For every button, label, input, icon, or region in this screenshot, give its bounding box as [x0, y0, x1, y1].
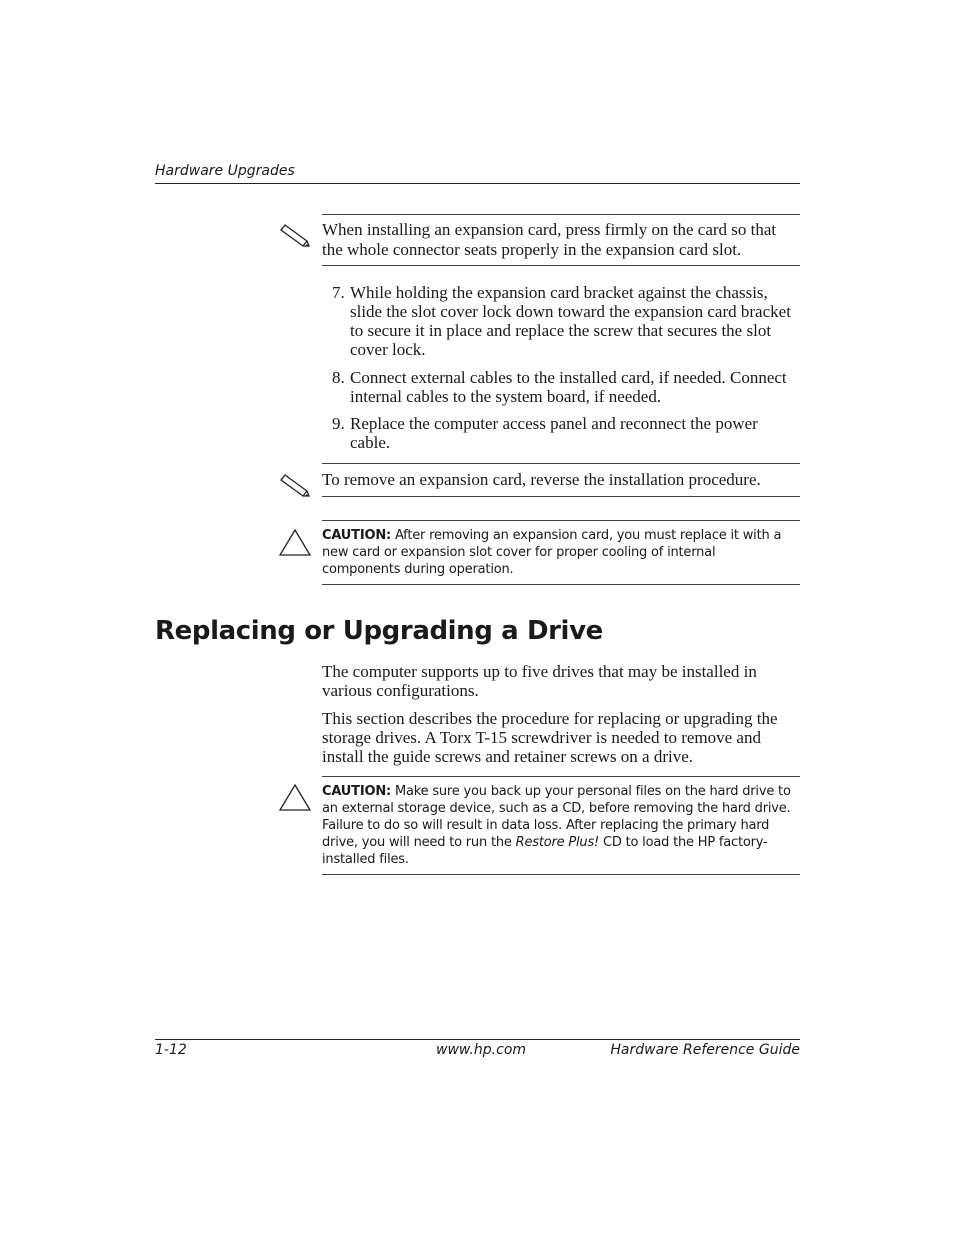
section-heading: Replacing or Upgrading a Drive — [155, 616, 603, 646]
footer-guide-title: Hardware Reference Guide — [610, 1042, 800, 1058]
caution-label: CAUTION: — [322, 528, 391, 543]
list-item — [332, 368, 802, 406]
caution-body: Make sure you back up your personal files on the hard drive to an external storage device, such as a CD, before removing the hard drive. Failure to do so will result in data loss. After replacing the primary hard drive, you will need to run the — [322, 784, 791, 850]
footer-rule — [155, 1039, 800, 1040]
caution-text — [322, 527, 792, 578]
step-number: 7. — [332, 283, 345, 302]
product-name: Restore Plus! — [515, 835, 600, 850]
pencil-icon — [278, 224, 314, 250]
caution-triangle-icon — [278, 528, 312, 558]
step-number: 9. — [332, 414, 345, 433]
step-text: Replace the computer access panel and reconnect the power cable. — [350, 414, 758, 452]
caution-top-rule — [322, 520, 800, 521]
note-top-rule — [322, 214, 800, 215]
pencil-icon — [278, 474, 314, 500]
running-header: Hardware Upgrades — [155, 163, 295, 179]
list-item — [332, 283, 802, 359]
caution-triangle-icon — [278, 783, 312, 813]
header-rule — [155, 183, 800, 184]
note-bottom-rule — [322, 265, 800, 266]
caution-bottom-rule — [322, 874, 800, 875]
caution-top-rule — [322, 776, 800, 777]
caution-body: After removing an expansion card, you must replace it with a new card or expansion slot cover for proper cooling of internal components during operation. — [322, 528, 782, 577]
caution-body-end: CD to load the HP factory-installed files. — [322, 835, 768, 867]
page-number: 1-12 — [155, 1042, 187, 1058]
step-text: While holding the expansion card bracket against the chassis, slide the slot cover lock down toward the expansion card bracket to secure it in place and replace the screw that secures the slot cover lock. — [350, 283, 791, 359]
paragraph: The computer supports up to five drives that may be installed in various configurations. — [322, 662, 757, 700]
caution-label: CAUTION: — [322, 784, 391, 799]
paragraph: This section describes the procedure for replacing or upgrading the storage drives. A Torx T-15 screwdriver is needed to remove and install the guide screws and retainer screws on a drive. — [322, 709, 778, 766]
caution-bottom-rule — [322, 584, 800, 585]
step-text: Connect external cables to the installed card, if needed. Connect internal cables to the system board, if needed. — [350, 368, 787, 406]
note-text: When installing an expansion card, press firmly on the card so that the whole connector seats properly in the expansion card slot. — [322, 220, 777, 259]
note-bottom-rule — [322, 496, 800, 497]
step-number: 8. — [332, 368, 345, 387]
footer-url: www.hp.com — [436, 1042, 527, 1058]
list-item — [332, 414, 802, 452]
note-top-rule — [322, 463, 800, 464]
note-text: To remove an expansion card, reverse the installation procedure. — [322, 470, 761, 489]
caution-text — [322, 783, 792, 868]
